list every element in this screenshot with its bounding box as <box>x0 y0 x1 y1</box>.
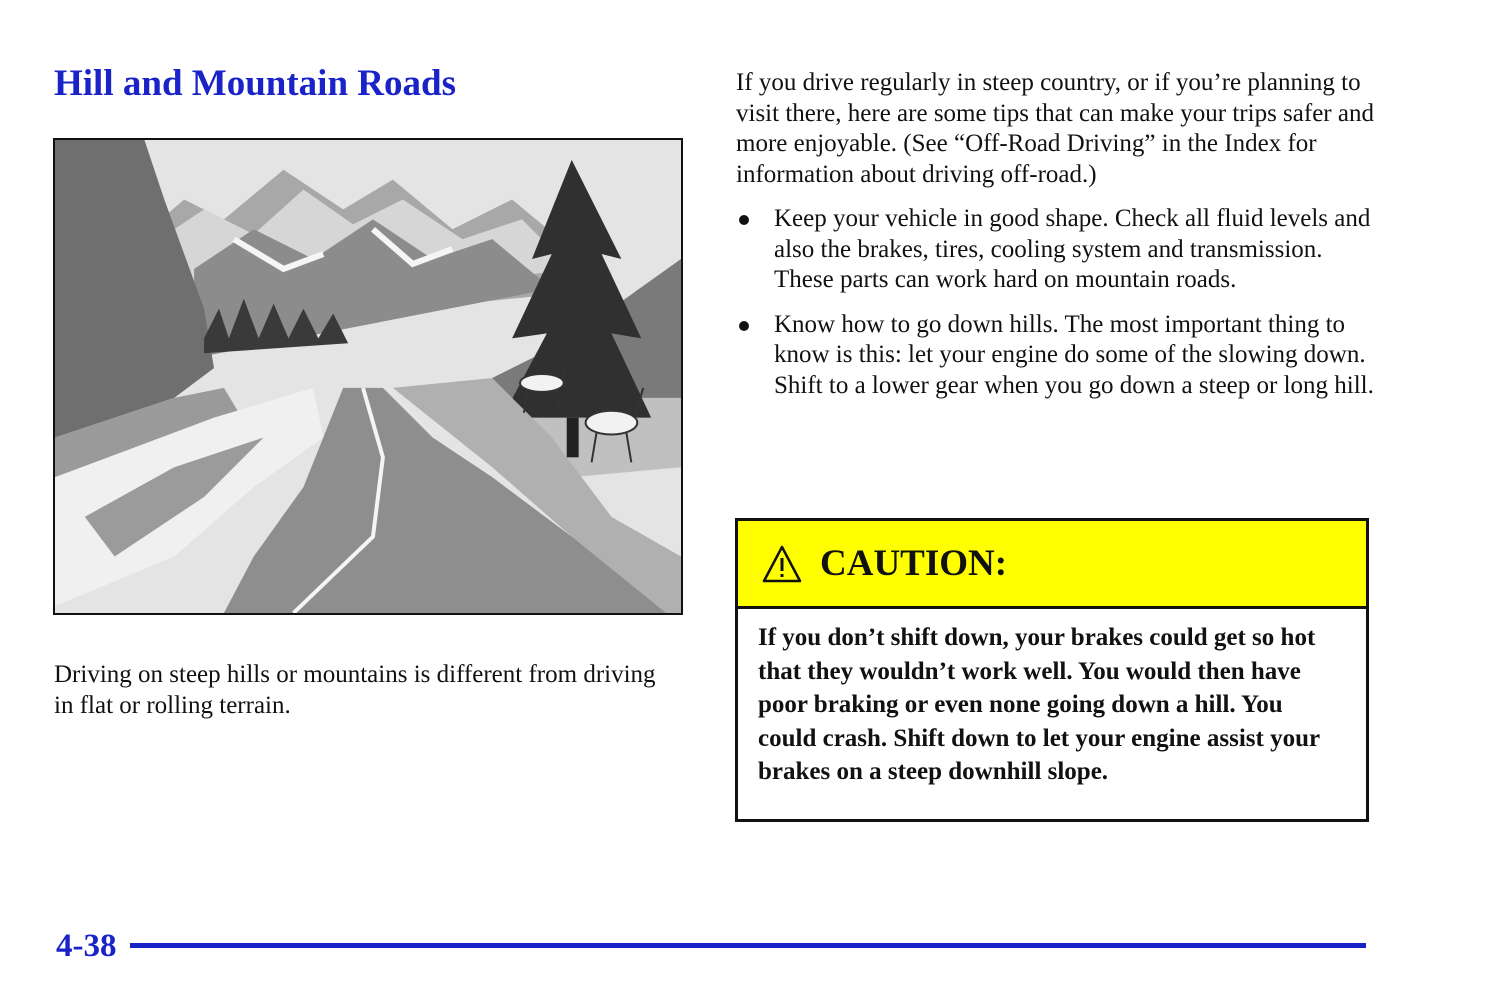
page-heading: Hill and Mountain Roads <box>54 63 456 104</box>
mountain-road-drawing <box>55 140 681 613</box>
caution-title: CAUTION: <box>820 543 1008 584</box>
warning-triangle-icon <box>762 544 802 584</box>
page-number: 4-38 <box>56 928 117 964</box>
tip-list-item <box>736 310 1376 402</box>
caution-body: If you don’t shift down, your brakes could get so hot that they wouldn’t work well. You would then have poor braking or even none going down a hill. You could crash. Shift down to let your engine assist your brakes on a steep downhill slope. <box>758 624 1320 785</box>
tip-text: Know how to go down hills. The most important thing to know is this: let your engine do some of the slowing down. Shift to a lower gear when you go down a steep or long hill. <box>774 310 1374 399</box>
caution-box <box>735 518 1369 822</box>
right-column <box>736 68 1376 415</box>
bullet-icon <box>739 321 749 331</box>
caution-header <box>738 521 1366 609</box>
right-intro-paragraph: If you drive regularly in steep country, or if you’re planning to visit there, here are some tips that can make your trips safer and more enjoyable. (See “Off-Road Driving” in the Index for information about driving off-road.) <box>736 69 1374 188</box>
tip-text: Keep your vehicle in good shape. Check all fluid levels and also the brakes, tires, cooling system and transmission. These parts can work hard on mountain roads. <box>774 205 1371 293</box>
mountain-road-illustration <box>53 138 683 615</box>
bullet-icon <box>739 215 749 225</box>
footer-divider <box>130 943 1366 948</box>
left-intro-paragraph: Driving on steep hills or mountains is different from driving in flat or rolling terrain. <box>54 661 656 719</box>
tip-list-item <box>736 204 1376 296</box>
tips-list <box>736 204 1376 401</box>
